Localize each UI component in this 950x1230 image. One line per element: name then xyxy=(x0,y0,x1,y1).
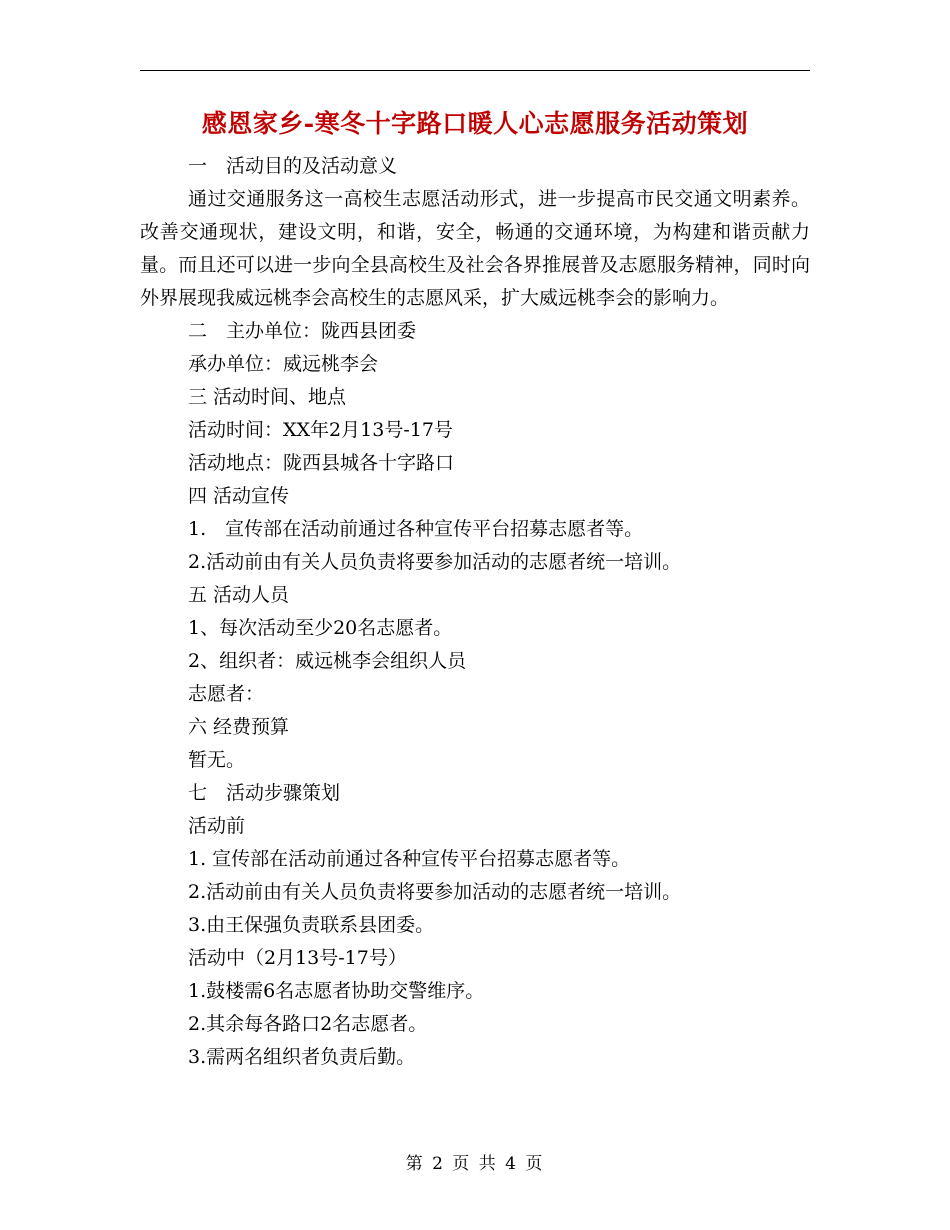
steps-during-item-1: 1.鼓楼需6名志愿者协助交警维序。 xyxy=(188,980,485,1002)
steps-during-label: 活动中（2月13号-17号） xyxy=(188,947,407,969)
section-heading-steps: 七 活动步骤策划 xyxy=(188,782,341,804)
section-heading-publicity: 四 活动宣传 xyxy=(188,485,290,507)
steps-during-item-2: 2.其余每各路口2名志愿者。 xyxy=(188,1013,428,1035)
personnel-item-1: 1、每次活动至少20名志愿者。 xyxy=(188,617,453,639)
steps-before-label: 活动前 xyxy=(188,815,246,837)
activity-time-line: 活动时间：XX年2月13号-17号 xyxy=(188,419,453,441)
document-title: 感恩家乡-寒冬十字路口暖人心志愿服务活动策划 xyxy=(201,109,749,138)
activity-place-line: 活动地点：陇西县城各十字路口 xyxy=(188,452,455,474)
section-heading-purpose: 一 活动目的及活动意义 xyxy=(188,155,398,177)
co-organizer-line: 承办单位：威远桃李会 xyxy=(188,353,379,375)
publicity-item-1: 1. 宣传部在活动前通过各种宣传平台招募志愿者等。 xyxy=(188,518,644,540)
document-body xyxy=(140,150,810,1074)
header-rule xyxy=(140,70,810,71)
section-heading-budget: 六 经费预算 xyxy=(188,716,290,738)
personnel-item-2: 2、组织者：威远桃李会组织人员 xyxy=(188,650,467,672)
steps-before-item-3: 3.由王保强负责联系县团委。 xyxy=(188,914,435,936)
publicity-item-2: 2.活动前由有关人员负责将要参加活动的志愿者统一培训。 xyxy=(188,551,682,573)
steps-before-item-1: 1. 宣传部在活动前通过各种宣传平台招募志愿者等。 xyxy=(188,848,631,870)
section-heading-personnel: 五 活动人员 xyxy=(188,584,290,606)
page-footer: 第 2 页 共 4 页 xyxy=(405,1154,545,1174)
steps-during-item-3: 3.需两名组织者负责后勤。 xyxy=(188,1046,416,1068)
section-heading-organizer: 二 主办单位：陇西县团委 xyxy=(188,320,417,342)
budget-line: 暂无。 xyxy=(188,749,246,771)
section-heading-time-place: 三 活动时间、地点 xyxy=(188,386,347,408)
steps-before-item-2: 2.活动前由有关人员负责将要参加活动的志愿者统一培训。 xyxy=(188,881,682,903)
paragraph-purpose: 通过交通服务这一高校生志愿活动形式，进一步提高市民交通文明素养。改善交通现状，建设文明，和谐，安全，畅通的交通环境，为构建和谐贡献力量。而且还可以进一步向全县高校生及社会各界推展普及志愿服务精神，同时向外界展现我威远桃李会高校生的志愿风采，扩大威远桃李会的影响力。 xyxy=(140,188,810,309)
personnel-item-3: 志愿者： xyxy=(188,683,265,705)
